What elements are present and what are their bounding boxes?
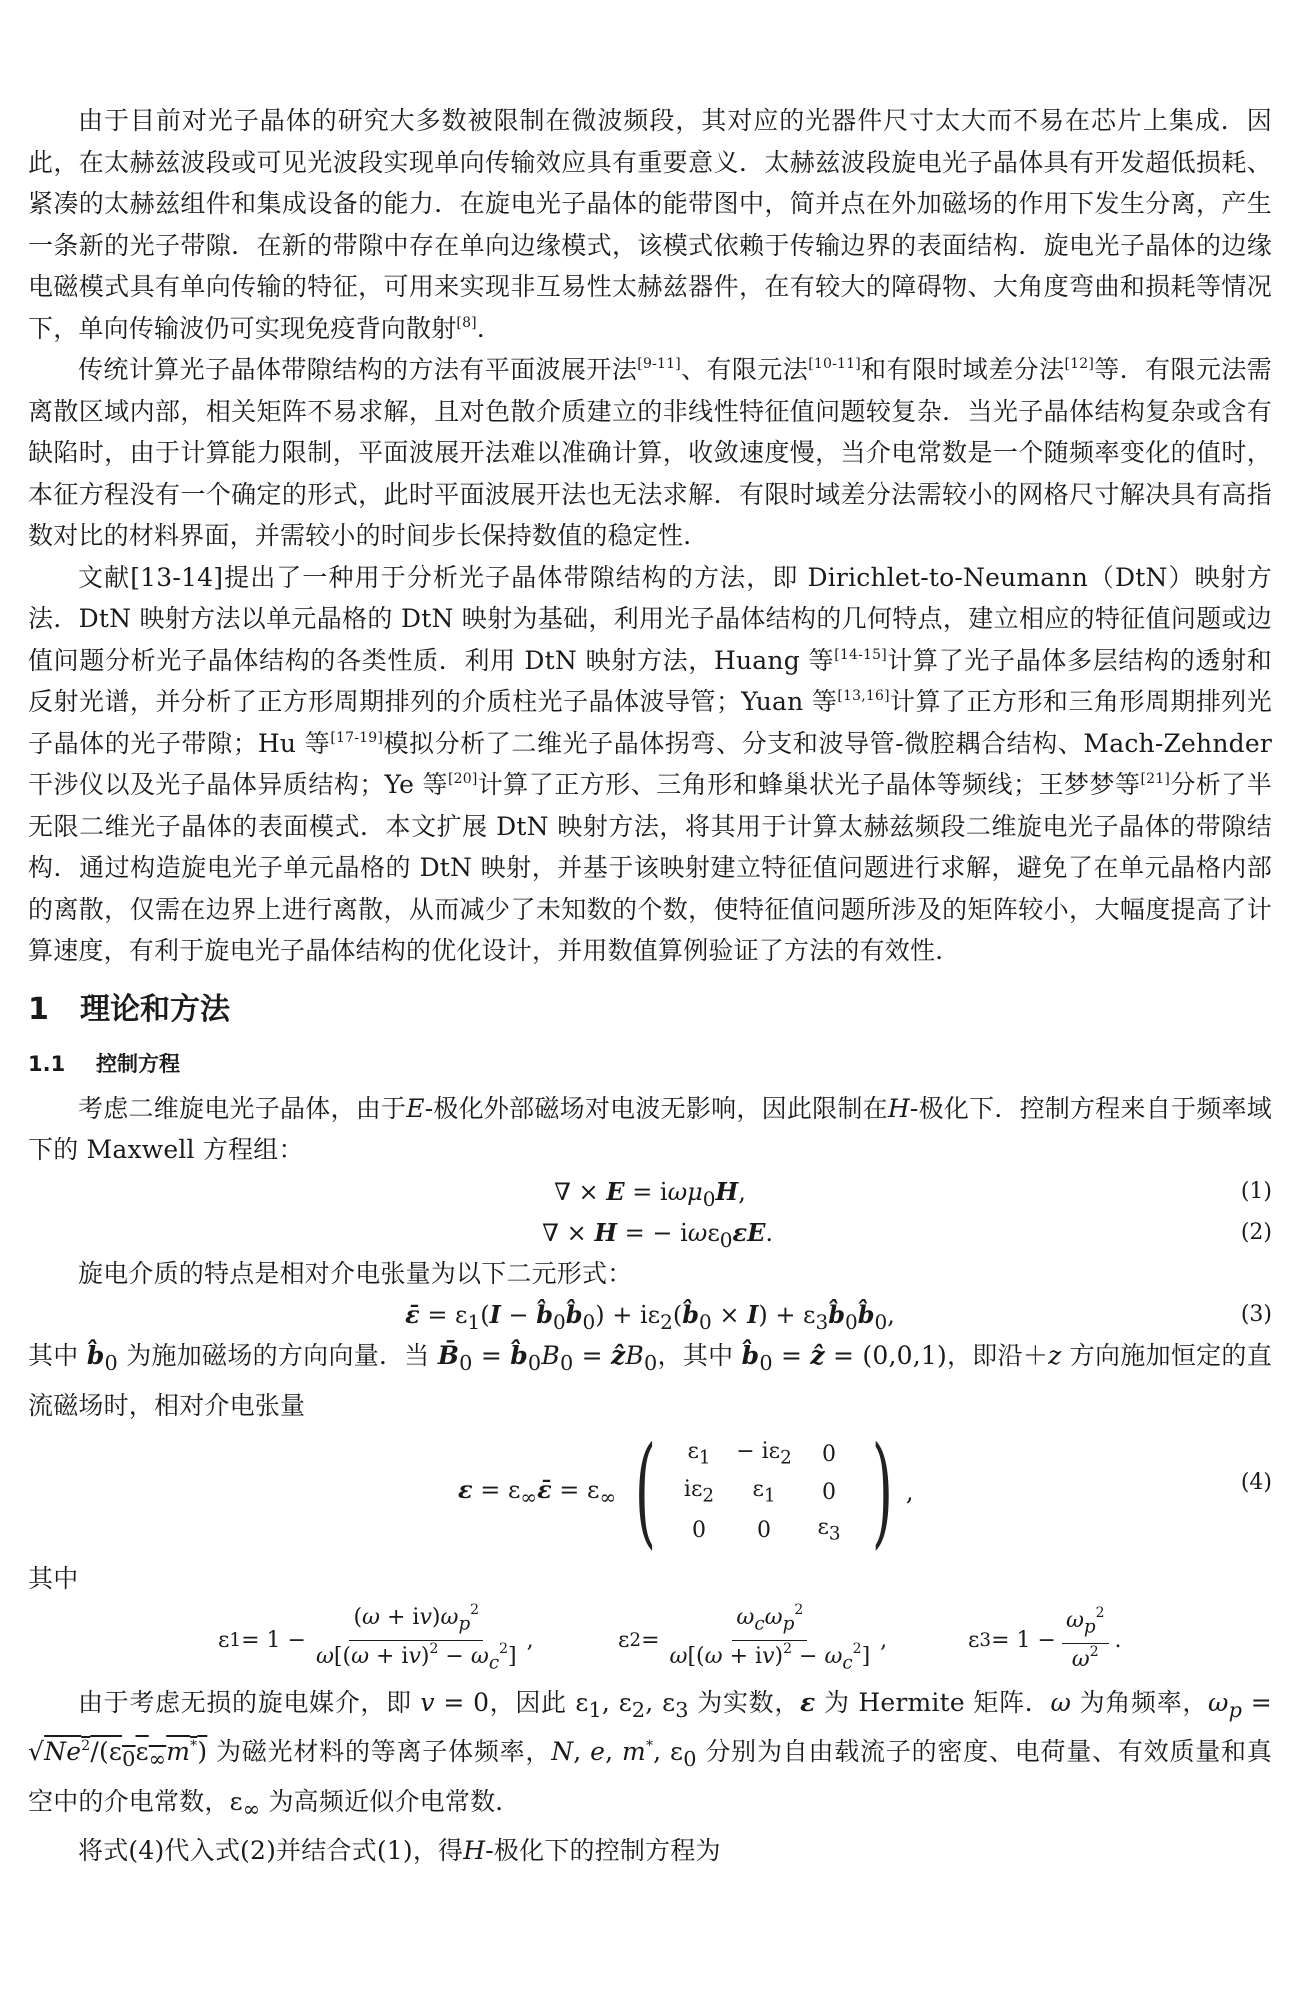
paragraph-4: 考虑二维旋电光子晶体，由于E-极化外部磁场对电波无影响，因此限制在H-极化下．控制方程来自于频率域下的 Maxwell 方程组： xyxy=(28,1093,1272,1164)
paragraph-1: 由于目前对光子晶体的研究大多数被限制在微波频段，其对应的光器件尺寸太大而不易在芯片上集成．因此，在太赫兹波段或可见光波段实现单向传输效应具有重要意义．太赫兹波段旋电光子晶体具有开发超低损耗、紧凑的太赫兹组件和集成设备的能力．在旋电光子晶体的能带图中，简并点在外加磁场的作用下发生分离，产生一条新的光子带隙．在新的带隙中存在单向边缘模式，该模式依赖于传输边界的表面结构．旋电光子晶体的边缘电磁模式具有单向传输的特征，可用来实现非互易性太赫兹器件，在有较大的障碍物、大角度弯曲和损耗等情况下，单向传输波仍可实现免疫背向散射[8]． xyxy=(28,106,1272,343)
citation: [10-11] xyxy=(808,356,861,372)
paragraph-6: 其中 $b̂_0$ 为施加磁场的方向向量．当 $B̄_0$ = $b̂_0B_0$ = ẑB$_0$，其中 $b̂_0$ = ẑ = (0,0,1)，即沿＋z 方向施加恒定的直流磁场时，相对介电张量 xyxy=(28,1341,1272,1420)
equation-1: ∇ × E = iωμ$_0$H, (1) xyxy=(554,1176,1272,1211)
equation-3: ε̄ = $\varepsilon_1(I$ − $b̂_0b̂_0$) + $i\varepsilon_2(b̂_0 \times I)$ + $\varepsilon_3b̂_0b̂_0$, (3) xyxy=(405,1300,1272,1334)
citation: [14-15] xyxy=(834,646,887,663)
citation: [17-19] xyxy=(330,729,384,746)
permittivity-matrix: $\varepsilon_1$ − $i\varepsilon_2$ 0 $i\varepsilon_2$ $\varepsilon_1$ 0 0 0 $\varepsilon_3$ xyxy=(683,1439,841,1545)
citation: [20] xyxy=(447,771,478,787)
citation: [12] xyxy=(1064,356,1095,372)
citation: [21] xyxy=(1140,771,1171,787)
equation-2: ∇ × H = − iωε$_0$εE. (2) xyxy=(526,1217,1272,1252)
paragraph-2: 传统计算光子晶体带隙结构的方法有平面波展开法[9-11]、有限元法[10-11]和有限时域差分法[12]等．有限元法需离散区域内部，相关矩阵不易求解，且对色散介质建立的非线性特征值问题较复杂．当光子晶体结构复杂或含有缺陷时，由于计算能力限制，平面波展开法难以准确计算，收敛速度慢，当介电常数是一个随频率变化的值时，本征方程没有一个确定的形式，此时平面波展开法也无法求解．有限时域差分法需较小的网格尺寸解决具有高指数对比的材料界面，并需较小的时间步长保持数值的稳定性． xyxy=(28,355,1272,550)
paragraph-3: 文献[13-14]提出了一种用于分析光子晶体带隙结构的方法，即 Dirichlet-to-Neumann（DtN）映射方法．DtN 映射方法以单元晶格的 DtN 映射为基础，利用光子晶体结构的几何特点，建立相应的特征值问题或边值问题分析光子晶体结构的各类性质．利用 DtN 映射方法，Huang 等[14-15]计算了光子晶体多层结构的透射和反射光谱，并分析了正方形周期排列的介质柱光子晶体波导管；Yuan 等[13,16]计算了正方形和三角形周期排列光子晶体的光子带隙；Hu 等[17-19]模拟分析了二维光子晶体拐弯、分支和波导管-微腔耦合结构、Mach-Zehnder 干涉仪以及光子晶体异质结构；Ye 等[20]计算了正方形、三角形和蜂巢状光子晶体等频线；王梦梦等[21]分析了半无限二维光子晶体的表面模式．本文扩展 DtN 映射方法，将其用于计算太赫兹频段二维旋电光子晶体的带隙结构．通过构造旋电光子单元晶格的 DtN 映射，并基于该映射建立特征值问题进行求解，避免了在单元晶格内部的离散，仅需在边界上进行离散，从而减少了未知数的个数，使特征值问题所涉及的矩阵较小，大幅度提高了计算速度，有利于旋电光子晶体结构的优化设计，并用数值算例验证了方法的有效性． xyxy=(28,562,1272,965)
subsection-heading: 1.1 控制方程 xyxy=(28,1051,180,1076)
text-column xyxy=(28,100,1272,1872)
citation: [9-11] xyxy=(637,356,681,372)
citation: [13,16] xyxy=(837,688,890,704)
paragraph-9: 将式(4)代入式(2)并结合式(1)，得H-极化下的控制方程为 xyxy=(78,1836,721,1865)
paragraph-5: 旋电介质的特点是相对介电张量为以下二元形式： xyxy=(78,1258,633,1288)
section-heading: 1 理论和方法 xyxy=(28,991,230,1027)
paragraph-8: 由于考虑无损的旋电媒介，即 v = 0，因此 $\varepsilon_1$, $\varepsilon_2$, $\varepsilon_3$ 为实数，ε 为 Hermite 矩阵．ω 为角频率，$\omega_p = √Ne^2/(\varepsilon_0\varepsilon_\infty m^*)$ 为磁光材料的等离子体频率，N, e, m*, $\varepsilon_0$ 分别为自由载流子的密度、电荷量、有效质量和真空中的介电常数，$\varepsilon_\infty$ 为高频近似介电常数． xyxy=(28,1687,1272,1821)
citation: [8] xyxy=(456,314,477,331)
paragraph-7: 其中 xyxy=(28,1564,79,1593)
epsilon-definitions: ε 1 = 1 − $\frac{(\omega + iv)\omega_p^2}{\omega[(\omega + iv)^2 - \omega_c^2]}$ , ε 2 = $\frac{\omega_c\omega_p^2}{\omega[(\omega + iv)^2 - \omega_c^2]}$ , ε 3 = 1 − $\frac{\omega_p^2}{\omega^2}$ . xyxy=(218,1601,1122,1674)
equation-4: $\varepsilon = \varepsilon_\infty\varepsilon̄ = \varepsilon_\infty$ ( $\varepsilon_1$ − $i\varepsilon_2$ 0 $i\varepsilon_2$ $\varepsilon_1$ 0 0 0 $\varepsilon_3$ ) , (4) xyxy=(458,1422,1272,1561)
